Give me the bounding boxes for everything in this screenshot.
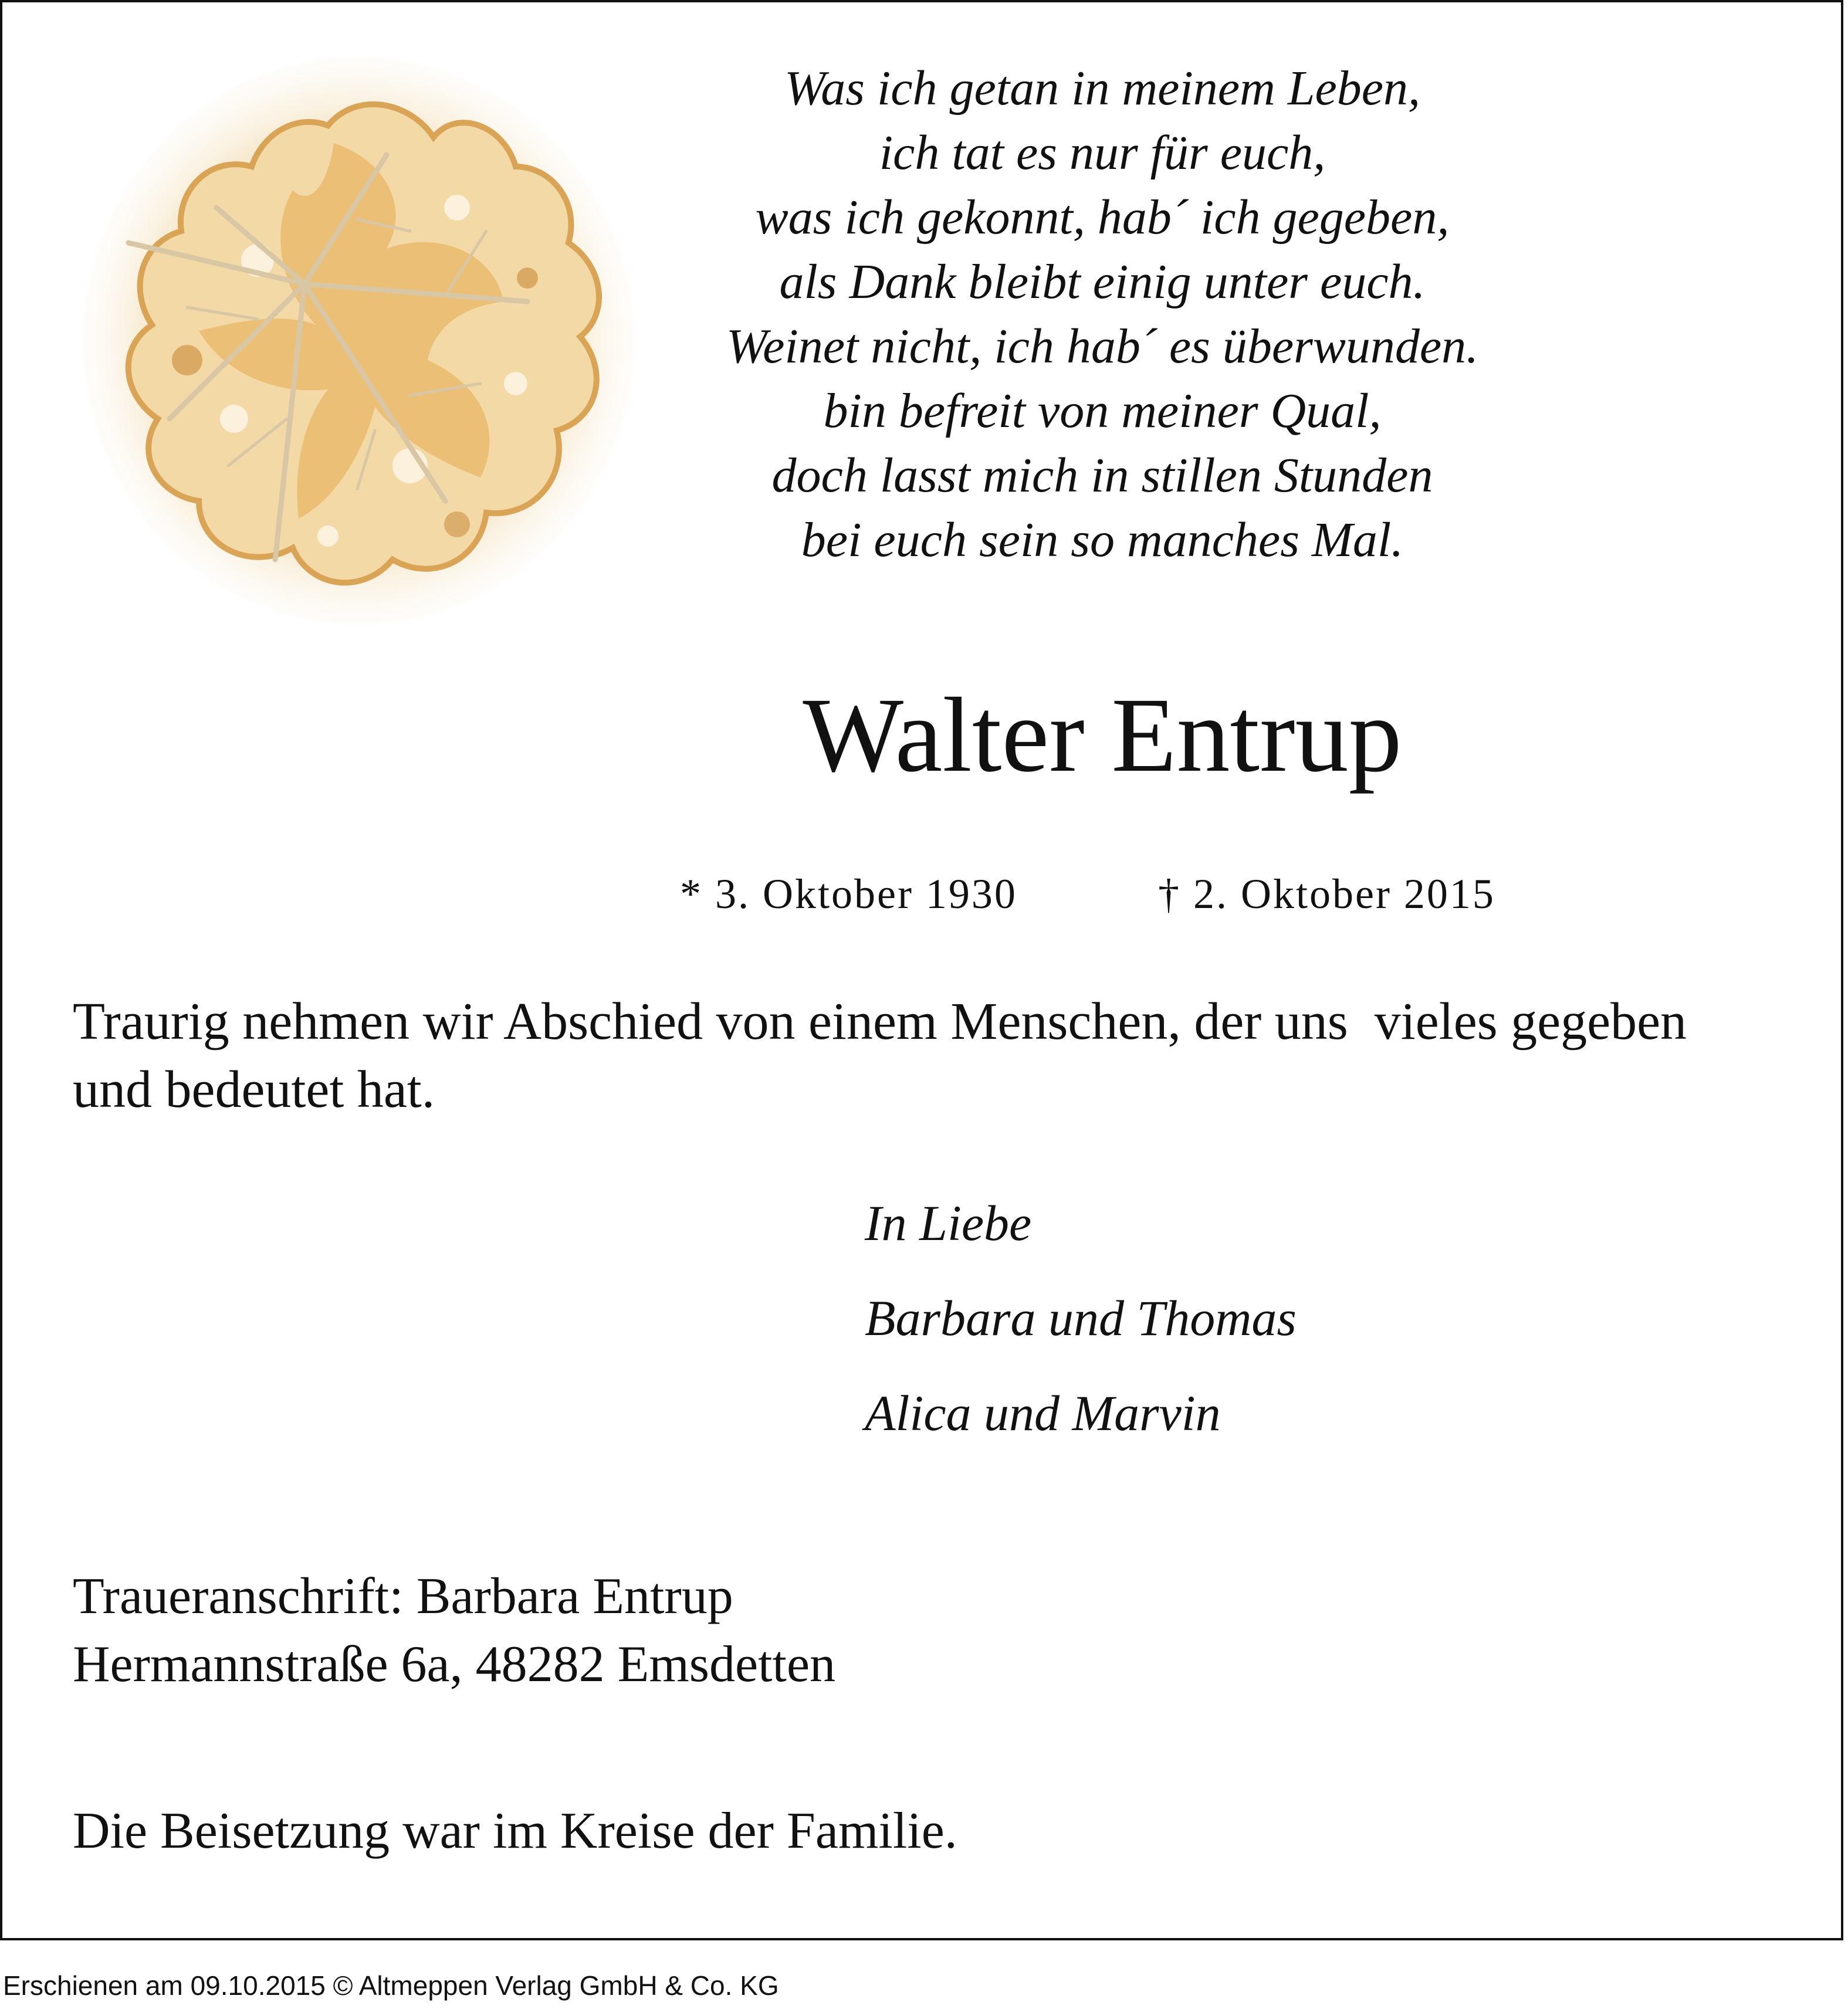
poem-line: was ich gekonnt, hab´ ich gegeben, bbox=[755, 190, 1450, 245]
address-line: Traueranschrift: Barbara Entrup bbox=[73, 1568, 733, 1625]
address-line: Hermannstraße 6a, 48282 Emsdetten bbox=[73, 1636, 836, 1693]
poem-line: bin befreit von meiner Qual, bbox=[823, 384, 1382, 438]
publication-footer: Erschienen am 09.10.2015 © Altmeppen Verlag GmbH & Co. KG bbox=[3, 1970, 779, 2001]
deceased-name: Walter Entrup bbox=[803, 676, 1402, 794]
poem-line: als Dank bleibt einig unter euch. bbox=[779, 255, 1426, 309]
message-line: und bedeutet hat. bbox=[73, 1061, 435, 1119]
birth-date: * 3. Oktober 1930 bbox=[680, 870, 1017, 917]
mourners-signature bbox=[865, 1175, 1297, 1461]
poem-line: bei euch sein so manches Mal. bbox=[801, 513, 1404, 567]
funeral-note: Die Beisetzung war im Kreise der Familie. bbox=[73, 1803, 957, 1859]
poem-line: ich tat es nur für euch, bbox=[879, 126, 1326, 180]
poem-line: doch lasst mich in stillen Stunden bbox=[771, 448, 1433, 503]
poem-line: Was ich getan in meinem Leben, bbox=[784, 61, 1421, 116]
poem-line: Weinet nicht, ich hab´ es überwunden. bbox=[726, 319, 1479, 374]
farewell-message bbox=[73, 988, 1803, 1124]
death-date: † 2. Oktober 2015 bbox=[1158, 870, 1495, 917]
autumn-leaf-icon bbox=[82, 55, 636, 627]
signature-intro: In Liebe bbox=[865, 1195, 1032, 1251]
memorial-poem bbox=[665, 56, 1539, 572]
signature-names: Alica und Marvin bbox=[865, 1385, 1221, 1441]
mourning-address bbox=[73, 1563, 835, 1699]
message-line: Traurig nehmen wir Abschied von einem Menschen, der uns vieles gegeben bbox=[73, 992, 1687, 1051]
signature-names: Barbara und Thomas bbox=[865, 1290, 1297, 1346]
